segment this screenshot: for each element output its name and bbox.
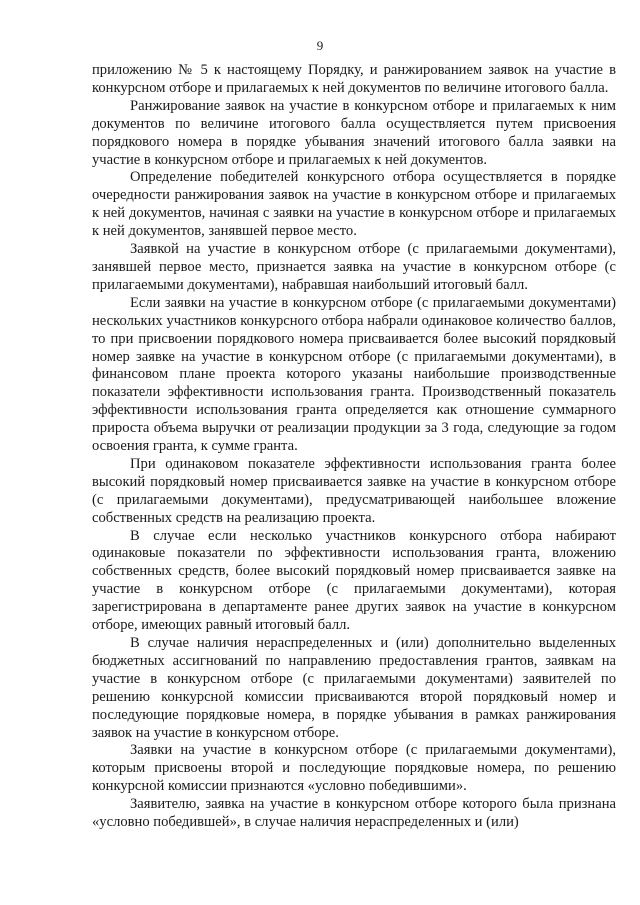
document-body bbox=[92, 62, 616, 832]
paragraph: Заявки на участие в конкурсном отборе (с прилагаемыми документами), которым присвоены второй и последующие порядковые номера, по решению конкурсной комиссии признаются «условно победившими». bbox=[92, 742, 616, 795]
paragraph: При одинаковом показателе эффективности использования гранта более высокий порядковый номер присваивается заявке на участие в конкурсном отборе (с прилагаемыми документами), предусматривающей наибольшее вложение собственных средств на реализацию проекта. bbox=[92, 455, 616, 526]
paragraph: Если заявки на участие в конкурсном отборе (с прилагаемыми документами) нескольких участников конкурсного отбора набрали одинаковое количество баллов, то при присвоении порядкового номера присваивается более высокий порядковый номер заявке на участие в конкурсном отборе (с прилагаемыми документами), в финансовом плане проекта которого указаны наибольшие производственные показатели эффективности использования гранта. Производственный показатель эффективности использования гранта определяется как отношение суммарного прироста объема выручки от реализации продукции за 3 года, следующие за годом освоения гранта, к сумме гранта. bbox=[92, 294, 616, 455]
paragraph: Заявителю, заявка на участие в конкурсном отборе которого была признана «условно победившей», в случае наличия нераспределенных и (или) bbox=[92, 796, 616, 831]
paragraph: В случае наличия нераспределенных и (или) дополнительно выделенных бюджетных ассигнований по направлению предоставления грантов, заявкам на участие в конкурсном отборе (с прилагаемыми документами) заявителей по решению конкурсной комиссии присваиваются второй порядковый номер и последующие порядковые номера, в порядке убывания в рамках ранжирования заявок на участие в конкурсном отборе. bbox=[92, 635, 616, 741]
paragraph: В случае если несколько участников конкурсного отбора набирают одинаковые показатели по эффективности использования гранта, вложению собственных средств, более высокий порядковый номер присваивается заявке на участие в конкурсном отборе (с прилагаемыми документами), которая зарегистрирована в департаменте ранее других заявок на участие в конкурсном отборе, имеющих равный итоговый балл. bbox=[92, 527, 616, 634]
paragraph: Заявкой на участие в конкурсном отборе (с прилагаемыми документами), занявшей первое место, признается заявка на участие в конкурсном отборе (с прилагаемыми документами), набравшая наибольший итоговый балл. bbox=[92, 241, 616, 293]
paragraph: Ранжирование заявок на участие в конкурсном отборе и прилагаемых к ним документов по величине итогового балла осуществляется путем присвоения порядкового номера в порядке убывания значений итогового балла заявки на участие в конкурсном отборе и прилагаемых к ней документов. bbox=[92, 97, 616, 168]
paragraph: приложению № 5 к настоящему Порядку, и ранжированием заявок на участие в конкурсном отборе и прилагаемых к ней документов по величине итогового балла. bbox=[92, 62, 616, 96]
page-number: 9 bbox=[316, 38, 324, 53]
paragraph: Определение победителей конкурсного отбора осуществляется в порядке очередности ранжирования заявок на участие в конкурсном отборе и прилагаемых к ней документов, начиная с заявки на участие в конкурсном отборе и прилагаемых к ней документов, занявшей первое место. bbox=[92, 169, 616, 240]
